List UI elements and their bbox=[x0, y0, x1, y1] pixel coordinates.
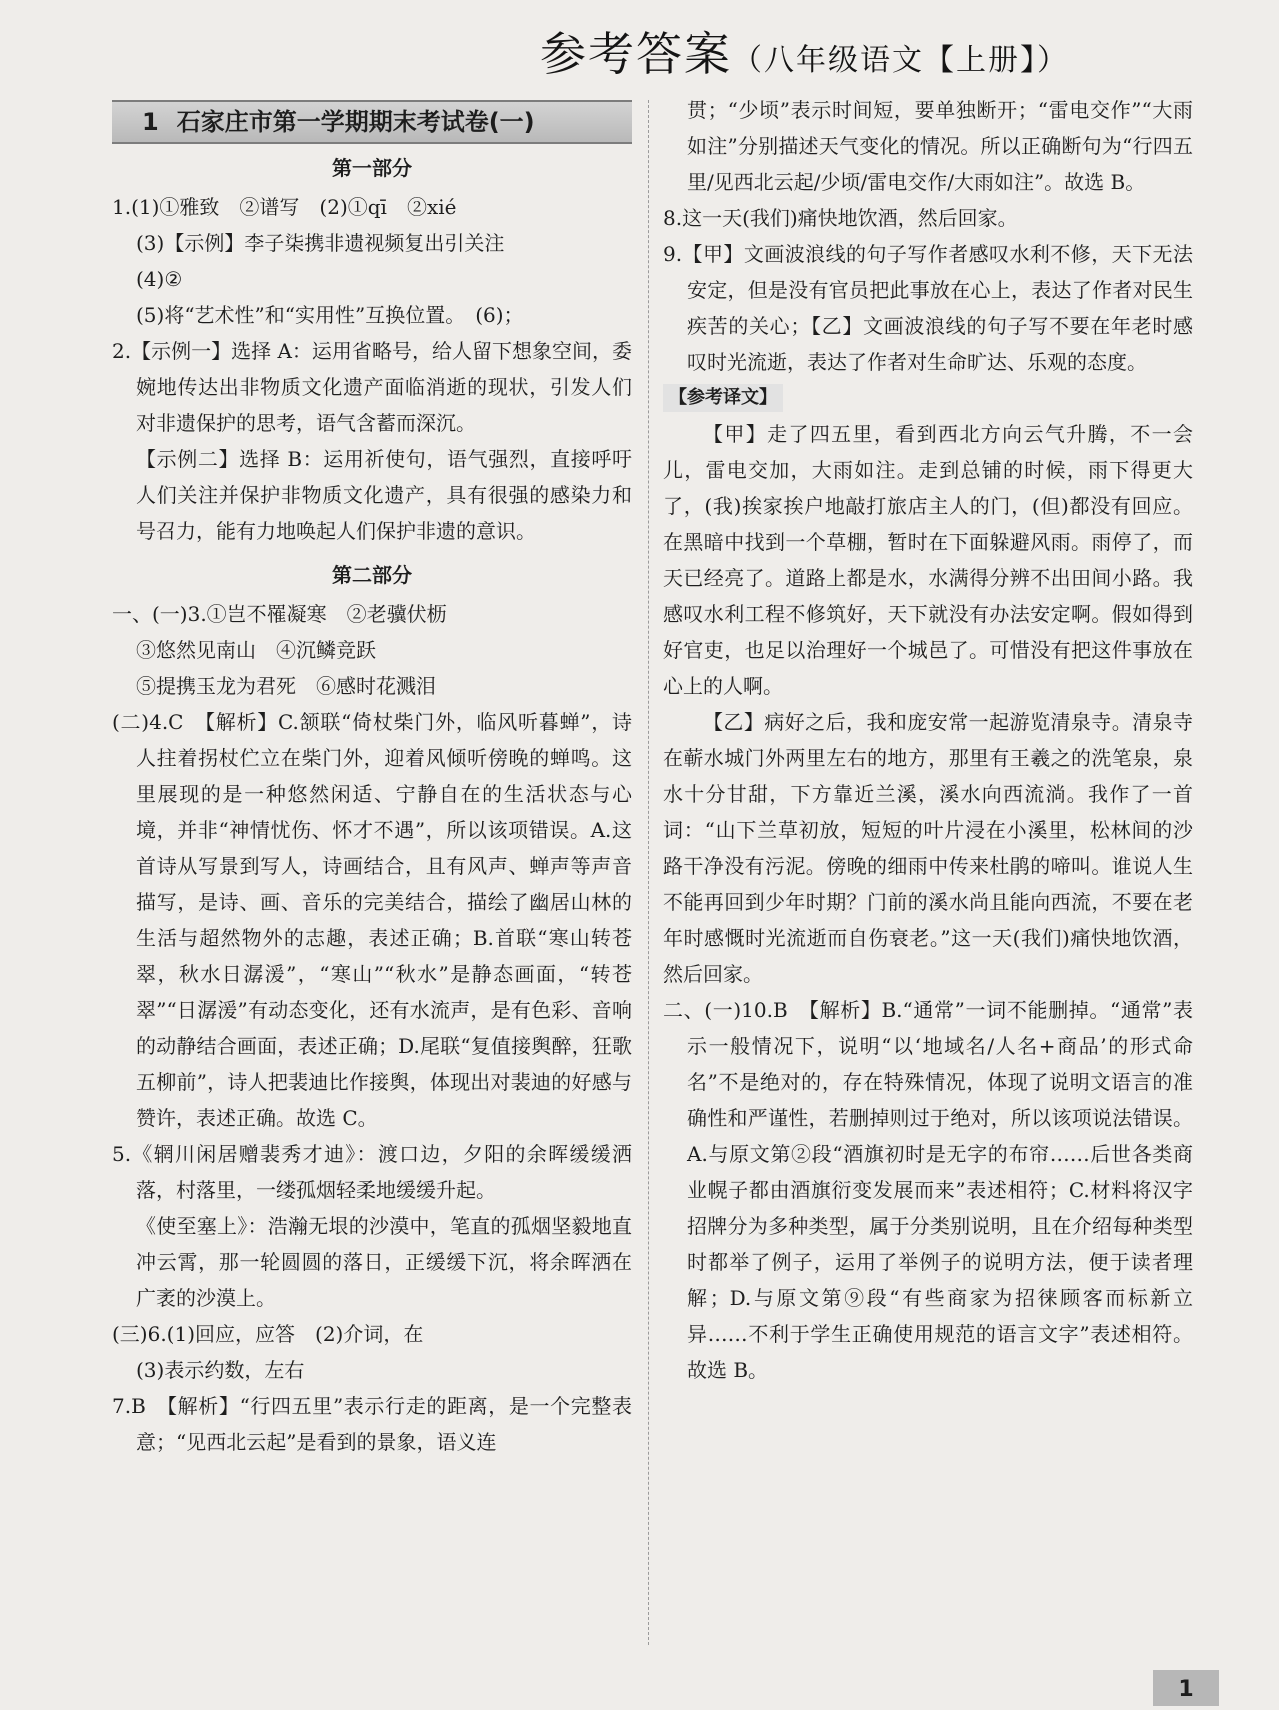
answer-line: (5)将“艺术性”和“实用性”互换位置。 (6)； bbox=[136, 303, 524, 327]
answer-line: ⑤提携玉龙为君死 ⑥感时花溅泪 bbox=[136, 674, 436, 698]
answer-paragraph: 2.【示例一】选择 A：运用省略号，给人留下想象空间，委婉地传达出非物质文化遗产面临消逝的现状，引发人们对非遗保护的思考，语气含蓄而深沉。 bbox=[112, 339, 632, 435]
section-title-part2: 第二部分 bbox=[332, 563, 412, 587]
right-column bbox=[663, 92, 1193, 1388]
translation-label: 【参考译文】 bbox=[663, 384, 783, 412]
answer-paragraph: (二)4.C 【解析】C.颔联“倚杖柴门外，临风听暮蝉”，诗人拄着拐杖伫立在柴门外，迎着风倾听傍晚的蝉鸣。这里展现的是一种悠然闲适、宁静自在的生活状态与心境，并非“神情忧伤、怀才不遇”，所以该项错误。A.这首诗从写景到写人，诗画结合，且有风声、蝉声等声音描写，是诗、画、音乐的完美结合，描绘了幽居山林的生活与超然物外的志趣，表述正确；B.首联“寒山转苍翠，秋水日潺湲”，“寒山”“秋水”是静态画面，“转苍翠”“日潺湲”有动态变化，还有水流声，是有色彩、音响的动静结合画面，表述正确；D.尾联“复值接舆醉，狂歌五柳前”，诗人把裴迪比作接舆，体现出对裴迪的好感与赞许，表述正确。故选 C。 bbox=[112, 710, 632, 1130]
translation-paragraph: 【甲】走了四五里，看到西北方向云气升腾，不一会儿，雷电交加，大雨如注。走到总铺的时候，雨下得更大了，(我)挨家挨户地敲打旅店主人的门，(但)都没有回应。在黑暗中找到一个草棚，暂时在下面躲避风雨。雨停了，而天已经亮了。道路上都是水，水满得分辨不出田间小路。我感叹水利工程不修筑好，天下就没有办法安定啊。假如得到好官吏，也足以治理好一个城邑了。可惜没有把这件事放在心上的人啊。 bbox=[663, 422, 1193, 698]
answer-paragraph: 《使至塞上》：浩瀚无垠的沙漠中，笔直的孤烟坚毅地直冲云霄，那一轮圆圆的落日，正缓缓下沉，将余晖洒在广袤的沙漠上。 bbox=[136, 1214, 632, 1310]
answer-line: 1.(1)①雅致 ②谱写 (2)①qī ②xié bbox=[112, 195, 457, 219]
answer-paragraph: 9.【甲】文画波浪线的句子写作者感叹水利不修，天下无法安定，但是没有官员把此事放在心上，表达了作者对民生疾苦的关心；【乙】文画波浪线的句子写不要在年老时感叹时光流逝，表达了作者对生命旷达、乐观的态度。 bbox=[663, 242, 1193, 374]
page-title-subtitle: （八年级语文【上册】） bbox=[732, 43, 1069, 78]
translation-paragraph: 【乙】病好之后，我和庞安常一起游览清泉寺。清泉寺在蕲水城门外两里左右的地方，那里有王羲之的洗笔泉，泉水十分甘甜，下方靠近兰溪，溪水向西流淌。我作了一首词：“山下兰草初放，短短的叶片浸在小溪里，松林间的沙路干净没有污泥。傍晚的细雨中传来杜鹃的啼叫。谁说人生不能再回到少年时期？门前的溪水尚且能向西流，不要在老年时感慨时光流逝而自伤衰老。”这一天(我们)痛快地饮酒，然后回家。 bbox=[663, 710, 1193, 986]
answer-paragraph: 5.《辋川闲居赠裴秀才迪》：渡口边，夕阳的余晖缓缓洒落，村落里，一缕孤烟轻柔地缓缓升起。 bbox=[112, 1142, 632, 1202]
answer-paragraph: 贯；“少顷”表示时间短，要单独断开；“雷电交作”“大雨如注”分别描述天气变化的情况。所以正确断句为“行四五里/见西北云起/少顷/雷电交作/大雨如注”。故选 B。 bbox=[687, 98, 1193, 194]
page-number: 1 bbox=[1153, 1670, 1219, 1706]
page-title bbox=[540, 18, 1069, 84]
exam-number: 1 bbox=[142, 108, 159, 136]
section-title-part1: 第一部分 bbox=[332, 156, 412, 180]
column-divider bbox=[648, 100, 649, 1645]
answer-paragraph: 【示例二】选择 B：运用祈使句，语气强烈，直接呼吁人们关注并保护非物质文化遗产，具有很强的感染力和号召力，能有力地唤起人们保护非遗的意识。 bbox=[136, 447, 632, 543]
answer-line: 8.这一天(我们)痛快地饮酒，然后回家。 bbox=[663, 206, 1018, 230]
page-title-main: 参考答案 bbox=[540, 27, 732, 81]
exam-header bbox=[112, 100, 632, 144]
answer-line: (3)表示约数，左右 bbox=[136, 1358, 305, 1382]
answer-line: (4)② bbox=[136, 267, 183, 291]
answer-paragraph: 7.B 【解析】“行四五里”表示行走的距离，是一个完整表意；“见西北云起”是看到的景象，语义连 bbox=[112, 1394, 632, 1454]
answer-line: (3)【示例】李子柒携非遗视频复出引关注 bbox=[136, 231, 505, 255]
left-column bbox=[112, 100, 632, 1460]
exam-name: 石家庄市第一学期期末考试卷(一) bbox=[176, 108, 535, 136]
answer-paragraph: 二、(一)10.B 【解析】B.“通常”一词不能删掉。“通常”表示一般情况下，说明“以‘地域名/人名+商品’的形式命名”不是绝对的，存在特殊情况，体现了说明文语言的准确性和严谨性，若删掉则过于绝对，所以该项说法错误。A.与原文第②段“酒旗初时是无字的布帘……后世各类商业幌子都由酒旗衍变发展而来”表述相符；C.材料将汉字招牌分为多种类型，属于分类别说明，且在介绍每种类型时都举了例子，运用了举例子的说明方法，便于读者理解；D.与原文第⑨段“有些商家为招徕顾客而标新立异……不利于学生正确使用规范的语言文字”表述相符。故选 B。 bbox=[663, 998, 1193, 1382]
answer-line: 一、(一)3.①岂不罹凝寒 ②老骥伏枥 bbox=[112, 602, 447, 626]
answer-line: ③悠然见南山 ④沉鳞竞跃 bbox=[136, 638, 376, 662]
answer-line: (三)6.(1)回应，应答 (2)介词，在 bbox=[112, 1322, 424, 1346]
